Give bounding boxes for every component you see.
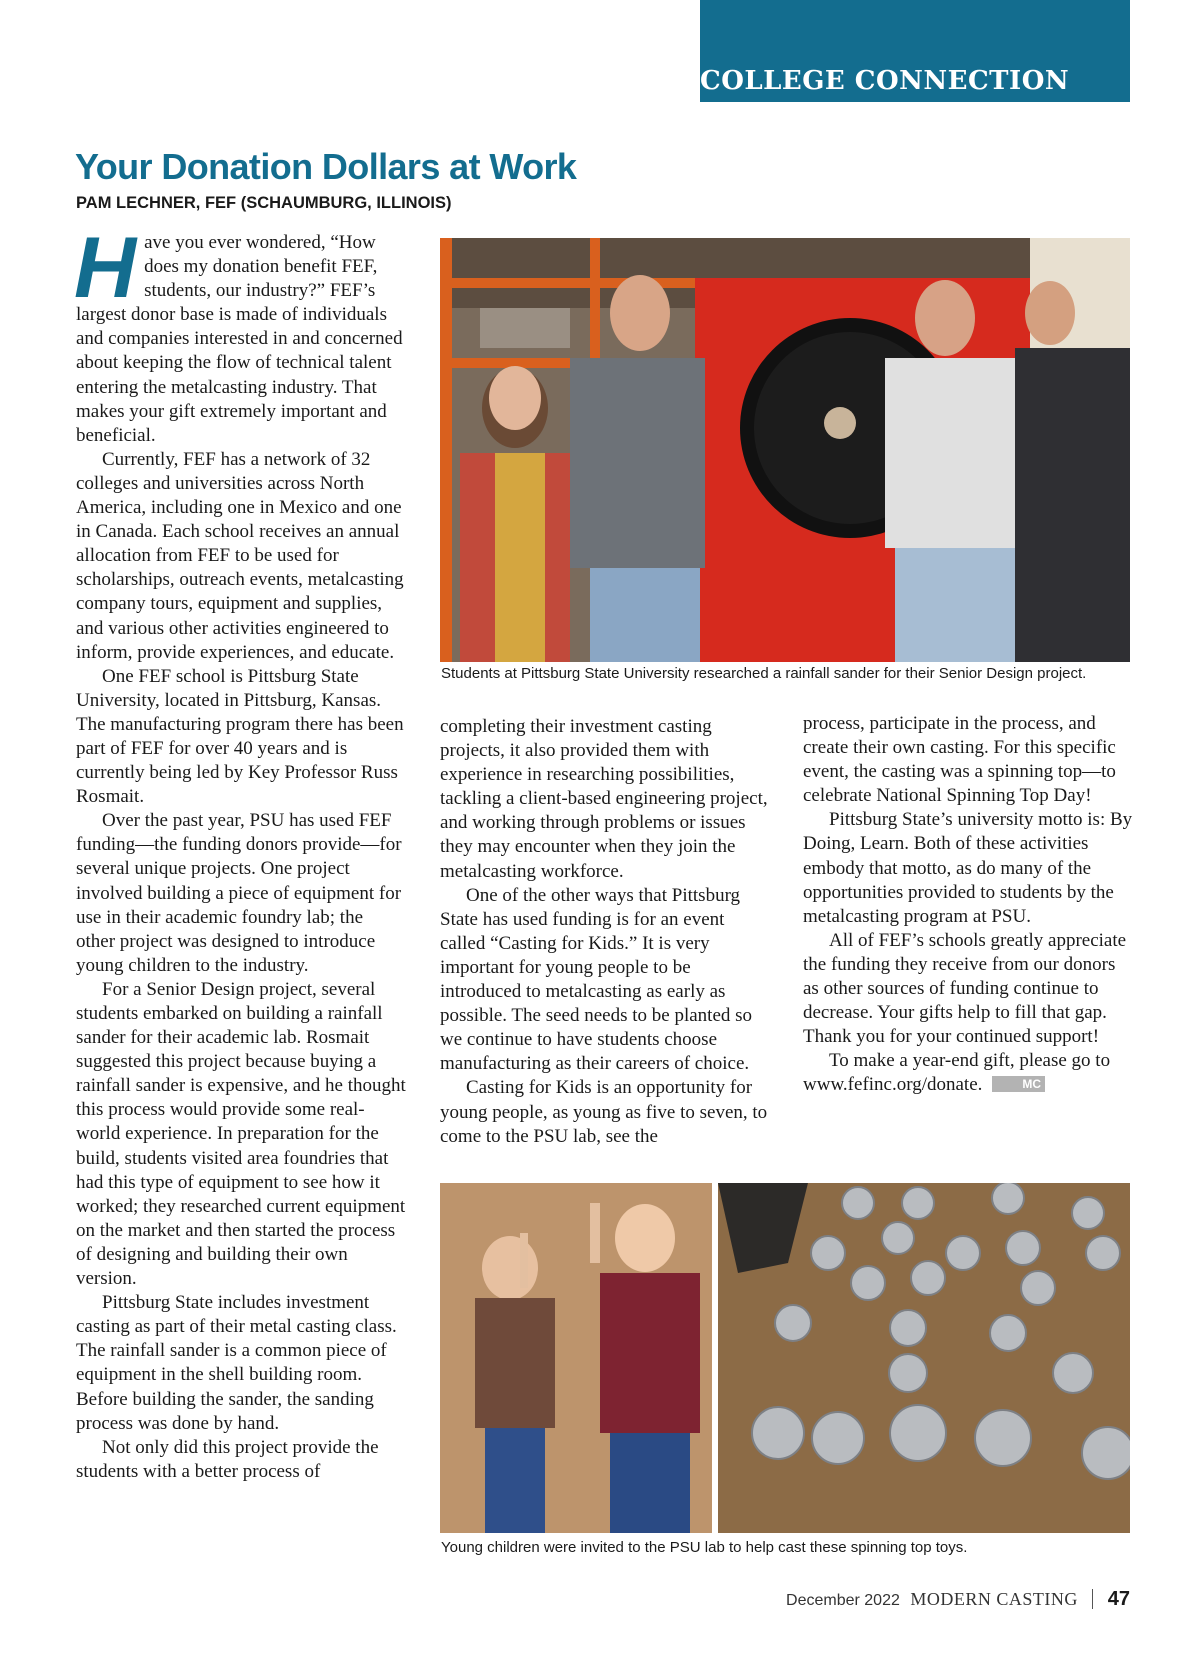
paragraph: Not only did this project provide the students with a better process of [76, 1436, 379, 1482]
paragraph: process, participate in the process, and create their own casting. For this specific event, the casting was a spinning top—to celebrate National Spinning Top Day! [803, 713, 1116, 807]
magazine-name: MODERN CASTING [910, 1589, 1078, 1609]
paragraph: One of the other ways that Pittsburg State has used funding is for an event called “Casting for Kids.” It is very important for young people to be introduced to metalcasting as early as possible. The seed needs to be planted so we continue to have students choose manufacturing as their careers of choice. [440, 884, 753, 1075]
paragraph: One FEF school is Pittsburg State University, located in Pittsburg, Kansas. The manufacturing program there has been part of FEF for over 40 years and is currently being led by Key Professor Russ Rosmait. [76, 665, 404, 808]
paragraph-text: ave you ever wondered, “How does my donation benefit FEF, students, our industry?” FEF’s largest donor base is made of individuals and companies interested in and concerned about keeping the flow of technical talent entering the metalcasting industry. That makes your gift extremely important and beneficial. [76, 232, 403, 446]
section-label: COLLEGE CONNECTION [700, 66, 1070, 96]
footer-divider [1092, 1589, 1093, 1609]
issue-date: December 2022 [786, 1592, 900, 1609]
text-column-3 [803, 712, 1133, 1098]
paragraph: Pittsburg State’s university motto is: By Doing, Learn. Both of these activities embody that motto, as do many of the opportunities provided to students by the metalcasting program at PSU. [803, 809, 1133, 927]
paragraph: completing their investment casting projects, it also provided them with experience in researching possibilities, tackling a client-based engineering project, and working through problems or issues they may encounter when they join the metalcasting workforce. [440, 716, 768, 882]
page-footer [786, 1588, 1130, 1611]
photo-students-rainfall-sander [440, 238, 1130, 662]
article-byline: PAM LECHNER, FEF (SCHAUMBURG, ILLINOIS) [76, 194, 452, 212]
paragraph: For a Senior Design project, several students embarked on building a rainfall sander for their academic lab. Rosmait suggested this project because buying a rainfall sander is expensive, and he thought this process would provide some real-world experience. In preparation for the build, students visited area foundries that had this type of equipment to see how it worked; they researched current equipment on the market and then started the process of designing and building their own version. [76, 978, 406, 1290]
photo-cast-spinning-tops [718, 1183, 1130, 1533]
paragraph: Casting for Kids is an opportunity for young people, as young as five to seven, to come to the PSU lab, see the [440, 1077, 768, 1147]
paragraph [74, 220, 406, 448]
drop-cap: H [74, 220, 137, 316]
text-column-2 [440, 715, 770, 1149]
photo-caption: Students at Pittsburg State University researched a rainfall sander for their Senior Design project. [441, 665, 1087, 682]
paragraph: Pittsburg State includes investment casting as part of their metal casting class. The rainfall sander is a common piece of equipment in the shell building room. Before building the sander, the sanding process was done by hand. [76, 1292, 397, 1434]
article-title: Your Donation Dollars at Work [75, 146, 577, 187]
paragraph: Currently, FEF has a network of 32 colleges and universities across North America, including one in Mexico and one in Canada. Each school receives an annual allocation from FEF to be used for scholarships, outreach events, metalcasting company tours, equipment and supplies, and various other activities engineered to inform, provide experiences, and educate. [76, 448, 404, 663]
paragraph [803, 1049, 1133, 1097]
page-number: 47 [1107, 1588, 1130, 1610]
end-mark-badge: MC [992, 1076, 1045, 1092]
text-column-1 [74, 220, 406, 1484]
paragraph: All of FEF’s schools greatly appreciate the funding they receive from our donors as other sources of funding continue to decrease. Your gifts help to fill that gap. Thank you for your continued support! [803, 929, 1127, 1048]
paragraph-text: To make a year-end gift, please go to www.fefinc.org/donate. [803, 1050, 1111, 1096]
photo-caption: Young children were invited to the PSU lab to help cast these spinning top toys. [441, 1539, 968, 1556]
photo-children-spinning-tops [440, 1183, 712, 1533]
paragraph: Over the past year, PSU has used FEF funding—the funding donors provide—for several unique projects. One project involved building a piece of equipment for use in their academic foundry lab; the other project was designed to introduce young children to the industry. [76, 810, 402, 976]
